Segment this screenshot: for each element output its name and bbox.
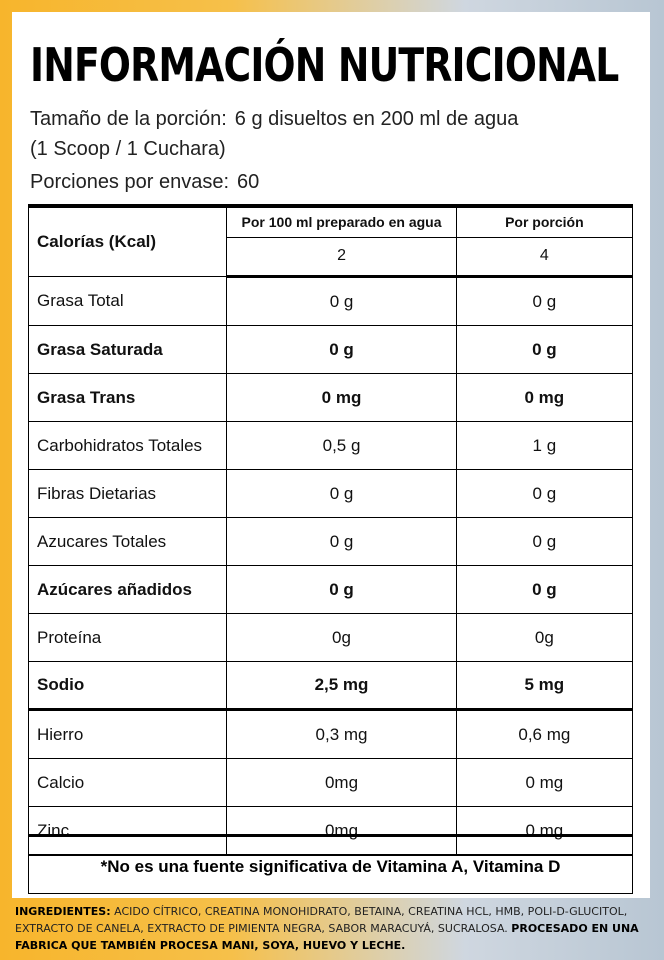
table-row [29,470,633,518]
value-per-100ml: 0g [227,614,456,662]
table-row [29,614,633,662]
nutrient-name: Azúcares añadidos [29,566,227,614]
table-row [29,662,633,710]
value-per-serving: 0 g [456,326,632,374]
servings-per-container-value: 60 [237,171,260,193]
nutrient-name: Carbohidratos Totales [29,422,227,470]
value-per-100ml: 0 g [227,566,456,614]
calories-per-serving: 4 [456,237,632,276]
nutrition-label-panel [12,12,650,898]
nutrient-name: Fibras Dietarias [29,470,227,518]
table-row [29,518,633,566]
table-row [29,374,633,422]
value-per-100ml: 0,3 mg [227,710,456,759]
table-header-row [29,206,633,237]
ingredients-list: ACIDO CÍTRICO, CREATINA MONOHIDRATO, BETAINA, CREATINA HCL, HMB, POLI-D-GLUCITOL, EXTRACTO DE CANELA, EXTRACTO DE PIMIENTA NEGRA, SABOR MARACUYÁ, SUCRALOSA. [15,905,628,935]
value-per-serving: 0 mg [456,807,632,856]
serving-size-label: Tamaño de la porción: [30,108,227,130]
servings-per-container-label: Porciones por envase: [30,171,230,193]
page-title: INFORMACIÓN NUTRICIONAL [30,38,619,92]
nutrient-name: Azucares Totales [29,518,227,566]
nutrient-name: Sodio [29,662,227,710]
serving-scoop: (1 Scoop / 1 Cuchara) [30,138,226,160]
nutrient-name: Calcio [29,759,227,807]
table-row [29,326,633,374]
table-row [29,710,633,759]
calories-label: Calorías (Kcal) [29,206,227,277]
value-per-serving: 0 g [456,470,632,518]
table-row [29,422,633,470]
nutrient-name: Zinc [29,807,227,856]
column-header-per-100ml: Por 100 ml preparado en agua [227,206,456,237]
nutrient-rows [29,277,633,856]
servings-per-container [30,171,259,194]
column-header-per-serving: Por porción [456,206,632,237]
nutrient-name: Grasa Trans [29,374,227,422]
value-per-serving: 0 g [456,277,632,326]
nutrient-name: Grasa Saturada [29,326,227,374]
table-row [29,566,633,614]
ingredients-label: INGREDIENTES: [15,905,111,918]
nutrition-table [28,204,633,856]
serving-size [30,108,518,131]
table-row [29,759,633,807]
value-per-100ml: 0,5 g [227,422,456,470]
value-per-100ml: 0 g [227,277,456,326]
allergen-warning: PROCESADO EN UNA FABRICA QUE TAMBIÉN PROCESA MANI, SOYA, HUEVO Y LECHE. [15,922,639,952]
calories-per-100ml: 2 [227,237,456,276]
value-per-serving: 0g [456,614,632,662]
nutrient-name: Grasa Total [29,277,227,326]
footnote: *No es una fuente significativa de Vitamina A, Vitamina D [28,834,633,894]
value-per-100ml: 0mg [227,807,456,856]
value-per-100ml: 2,5 mg [227,662,456,710]
value-per-100ml: 0 g [227,518,456,566]
value-per-100ml: 0 mg [227,374,456,422]
value-per-serving: 0 g [456,566,632,614]
value-per-serving: 0,6 mg [456,710,632,759]
value-per-100ml: 0 g [227,326,456,374]
value-per-serving: 0 g [456,518,632,566]
serving-size-value: 6 g disueltos en 200 ml de agua [234,108,519,130]
value-per-100ml: 0mg [227,759,456,807]
nutrient-name: Proteína [29,614,227,662]
value-per-100ml: 0 g [227,470,456,518]
nutrient-name: Hierro [29,710,227,759]
value-per-serving: 0 mg [456,759,632,807]
value-per-serving: 1 g [456,422,632,470]
value-per-serving: 0 mg [456,374,632,422]
value-per-serving: 5 mg [456,662,632,710]
ingredients-text [15,903,655,954]
table-row [29,277,633,326]
